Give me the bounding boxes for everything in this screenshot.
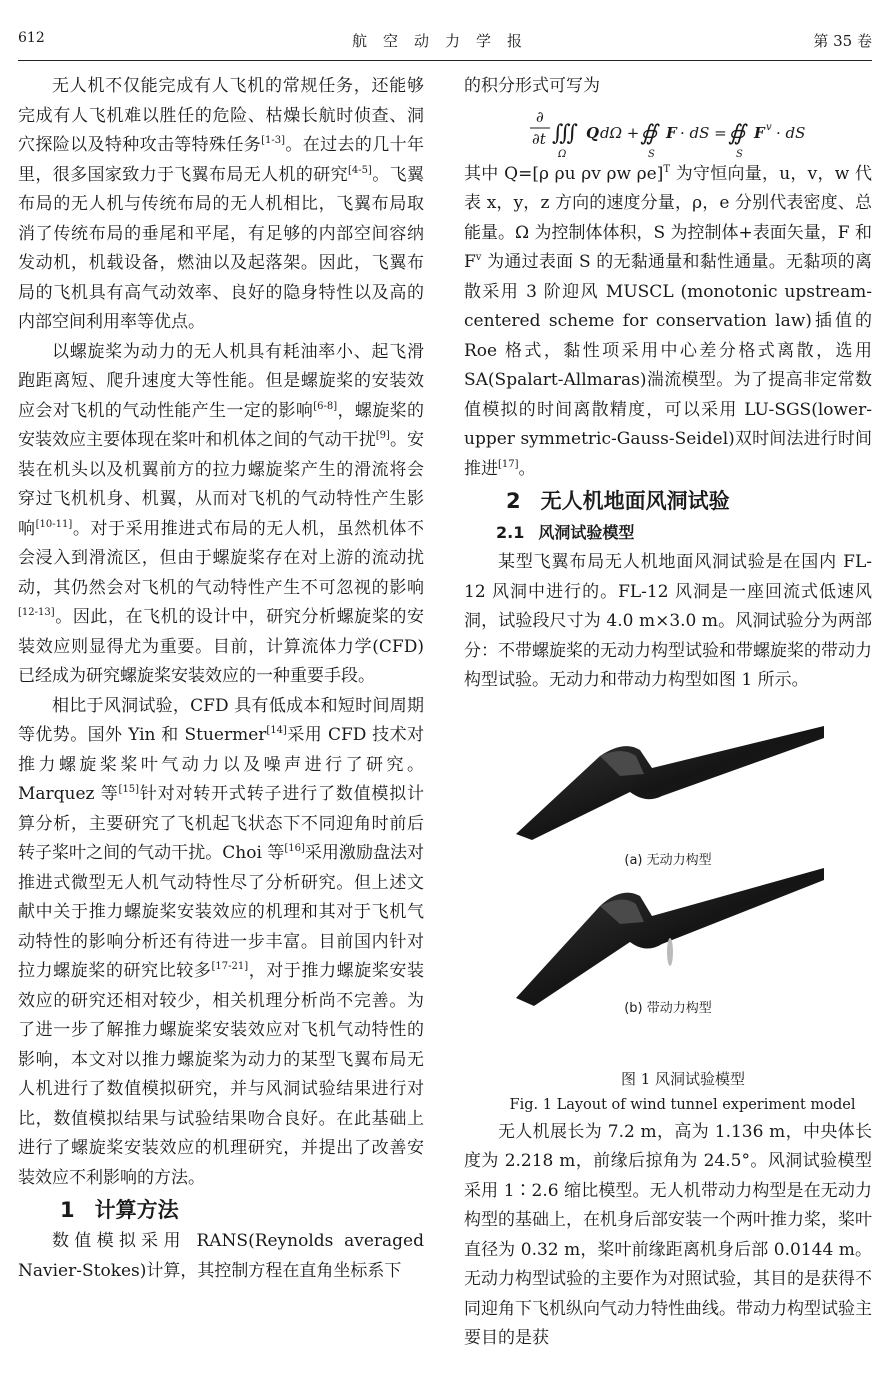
svg-text:∂: ∂ — [536, 107, 544, 126]
svg-text:· dS =: · dS = — [680, 123, 727, 142]
svg-text:S: S — [736, 148, 743, 160]
svg-text:Ω: Ω — [558, 148, 567, 160]
paragraph-integral-intro: 的积分形式可写为 — [464, 76, 600, 96]
left-column — [18, 72, 424, 1286]
svg-text:F: F — [754, 123, 765, 142]
figure-1 — [464, 716, 872, 1066]
svg-text:∯: ∯ — [640, 120, 658, 146]
paragraph-method: 数值模拟采用 RANS(Reynolds averaged Navier-Stokes)计算，其控制方程在直角坐标系下 — [18, 1231, 424, 1281]
svg-text:· dS: · dS — [776, 123, 806, 142]
paragraph-uav-specs: 无人机展长为 7.2 m，高为 1.136 m，中央体长度为 2.218 m，前缘后掠角为 24.5°。风洞试验模型采用 1∶2.6 缩比模型。无人机带动力构型是在无动力构型的基础上，在机身后部安装一个两叶推力桨，桨叶直径为 0.32 m，桨叶前缘距离机身后部 0.0144 m。无动力构型试验的主要作为对照试验，其目的是获得不同迎角下飞机纵向气动力特性曲线。带动力构型试验主要目的是获 — [464, 1121, 872, 1348]
equation-graphic — [464, 102, 872, 160]
svg-text:v: v — [766, 121, 772, 133]
right-column — [464, 72, 872, 1354]
paragraph-cfd: 相比于风洞试验，CFD 具有低成本和短时间周期等优势。国外 Yin 和 Stuermer[14]采用 CFD 技术对推力螺旋桨桨叶气动力以及噪声进行了研究。Marquez 等[15]针对对转开式转子进行了数值模拟计算分析，主要研究了飞机起飞状态下不同迎角时前后转子桨叶之间的气动干扰。Choi 等[16]采用激励盘法对推进式微型无人机气动特性尽了分析研究。但上述文献中关于推力螺旋桨安装效应的机理和其对于飞机气动特性的影响分析还有待进一步丰富。目前国内针对拉力螺旋桨的研究比较多[17-21]，对于推力螺旋桨安装效应的研究还相对较少，相关机理分析尚不完善。为了进一步了解推力螺旋桨安装效应对飞机气动特性的影响，本文对以推力螺旋桨为动力的某型飞翼布局无人机进行了数值模拟研究，并与风洞试验结果进行对比，数值模拟结果与试验结果吻合良好。在此基础上进行了螺旋桨安装效应的机理研究，并提出了改善安装效应不利影响的方法。 — [18, 695, 425, 1188]
uav-unpowered — [516, 726, 824, 840]
figure-subcaption-a: (a) 无动力构型 — [624, 852, 712, 868]
svg-text:∭: ∭ — [552, 120, 579, 146]
journal-title: 航空动力学报 — [351, 32, 538, 50]
svg-text:S: S — [648, 148, 655, 160]
figure-caption-zh: 图 1 风洞试验模型 — [620, 1069, 746, 1088]
svg-text:∯: ∯ — [728, 120, 746, 146]
figure-caption-en: Fig. 1 Layout of wind tunnel experiment model — [509, 1096, 856, 1113]
page-number: 612 — [18, 30, 45, 46]
svg-text:F: F — [666, 123, 677, 142]
svg-text:∂t: ∂t — [532, 129, 546, 148]
paragraph-intro: 无人机不仅能完成有人飞机的常规任务，还能够完成有人飞机难以胜任的危险、枯燥长航时侦查、洞穴探险以及特种攻击等特殊任务[1-3]。在过去的几十年里，很多国家致力于飞翼布局无人机的研究[4-5]。飞翼布局的无人机与传统布局的无人机相比，飞翼布局取消了传统布局的垂尾和平尾，有足够的内部空间容纳发动机，机载设备，燃油以及起落架。因此，飞翼布局的飞机具有高气动效率、良好的隐身特性以及高的内部空间利用率等优点。 — [18, 76, 425, 332]
paragraph-propeller: 以螺旋桨为动力的无人机具有耗油率小、起飞滑跑距离短、爬升速度大等性能。但是螺旋桨的安装效应会对飞机的气动性能产生一定的影响[6-8]，螺旋桨的安装效应主要体现在桨叶和机体之间的气动干扰[9]。安装在机头以及机翼前方的拉力螺旋桨产生的滑流将会穿过飞机机身、机翼，从而对飞机的气动特性产生影响[10-11]。对于采用推进式布局的无人机，虽然机体不会浸入到滑流区，但由于螺旋桨存在对上游的流动扰动，其仍然会对飞机的气动特性产生不可忽视的影响[12-13]。因此，在飞机的设计中，研究分析螺旋桨的安装效应则显得尤为重要。目前，计算流体力学(CFD)已经成为研究螺旋桨安装效应的一种重要手段。 — [18, 341, 425, 686]
volume-label: 第 35 卷 — [813, 32, 872, 50]
header-rule — [18, 60, 872, 61]
governing-equation — [464, 102, 872, 160]
figure-subcaption-b: (b) 带动力构型 — [624, 1000, 712, 1016]
section-heading-2: 2 无人机地面风洞试验 — [506, 489, 730, 513]
svg-text:Q: Q — [586, 123, 600, 142]
paragraph-variables: 其中 Q=[ρ ρu ρv ρw ρe]$^T$ 为守恒向量，u，v，w 代表 x，y，z 方向的速度分量，ρ，e 分别代表密度、总能量。Ω 为控制体体积，S 为控制体+表面矢量，F 和 $F^v$ 为通过表面 S 的无黏通量和黏性通量。无黏项的离散采用 3 阶迎风 MUSCL (monotonic upstream-centered scheme for conservation law)插值的 Roe 格式，黏性项采用中心差分格式离散，选用 SA(Spalart-Allmaras)湍流模型。为了提高非定常数值模拟的时间离散精度，可以采用 LU-SGS(lower-upper symmetric-Gauss-Seidel)双时间法进行时间推进[17]。 — [464, 163, 872, 479]
uav-powered — [516, 868, 824, 1006]
page-header — [18, 30, 872, 56]
subsection-heading-2-1: 2.1 风洞试验模型 — [496, 523, 635, 542]
paragraph-wind-tunnel: 某型飞翼布局无人机地面风洞试验是在国内 FL-12 风洞中进行的。FL-12 风洞是一座回流式低速风洞，试验段尺寸为 4.0 m×3.0 m。风洞试验分为两部分：不带螺旋桨的无动力构型试验和带螺旋桨的带动力构型试验。无动力和带动力构型如图 1 所示。 — [464, 552, 872, 690]
propeller-icon — [667, 938, 673, 966]
section-heading-1: 1 计算方法 — [60, 1198, 179, 1222]
svg-text:dΩ +: dΩ + — [600, 123, 640, 142]
